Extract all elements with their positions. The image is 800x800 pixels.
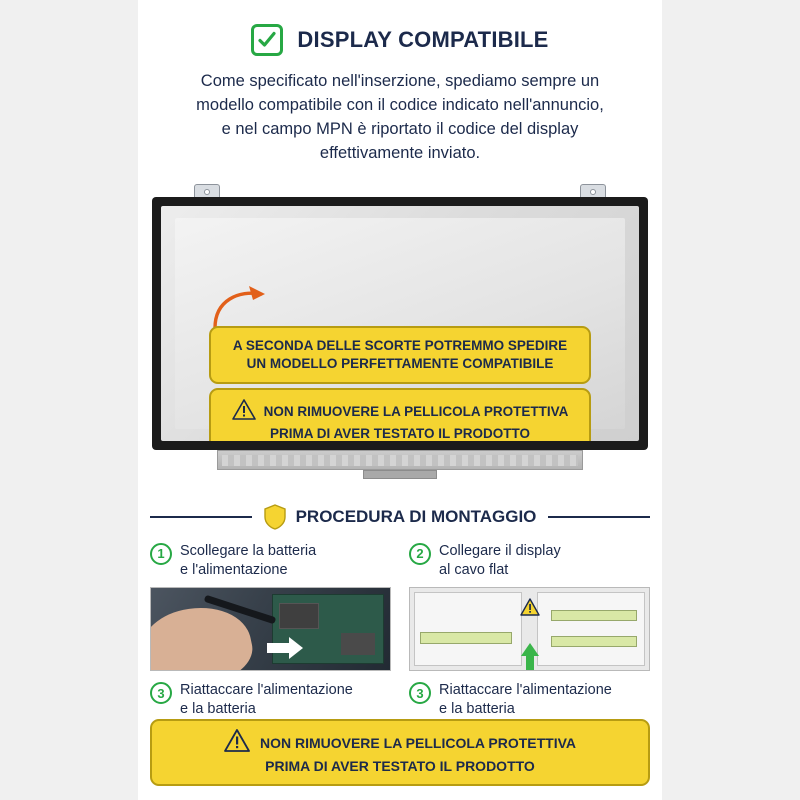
film-warning-banner: [209, 388, 591, 441]
step-text-line-1: Collegare il display: [439, 542, 561, 559]
step-number: 3: [409, 682, 431, 704]
procedure-steps-top: [150, 542, 650, 672]
film-warning-line-2: PRIMA DI AVER TESTATO IL PRODOTTO: [269, 425, 530, 441]
step-text-line-2: e l'alimentazione: [180, 561, 288, 578]
step-3-right: [409, 681, 650, 719]
procedure-title: PROCEDURA DI MONTAGGIO: [295, 506, 537, 526]
flat-ribbon-1: [420, 632, 512, 644]
intro-line-2: modello compatibile con il codice indicato nell'annuncio,: [196, 95, 604, 114]
bezel-strip: [222, 455, 578, 466]
step-text-line-2: e la batteria: [180, 701, 256, 718]
step-number: 2: [409, 543, 431, 565]
display-panel-frame: [152, 197, 648, 450]
film-warning-line-1: NON RIMUOVERE LA PELLICOLA PROTETTIVA: [263, 403, 569, 419]
shield-icon: [264, 504, 286, 530]
step-text-line-1: Riattaccare l'alimentazione: [439, 682, 612, 699]
flat-ribbon-2: [551, 610, 637, 621]
mounting-tab-left: [194, 184, 220, 198]
laptop-internals-photo: [150, 587, 391, 671]
step-text-line-2: al cavo flat: [439, 561, 509, 578]
stock-notice-banner: [209, 326, 591, 384]
intro-text: [156, 70, 644, 166]
intro-line-4: effettivamente inviato.: [319, 143, 481, 162]
flat-ribbon-3: [551, 636, 637, 647]
footer-warning-banner: [150, 719, 650, 786]
footer-warning-line-2: PRIMA DI AVER TESTATO IL PRODOTTO: [265, 758, 535, 775]
warning-triangle-icon: [224, 729, 250, 757]
procedure-header: [150, 504, 650, 530]
step-text: [180, 681, 353, 719]
step-text: [439, 681, 612, 719]
display-connector: [363, 470, 437, 479]
display-bottom-bezel: [217, 450, 583, 470]
flat-cable-photo: [409, 587, 650, 671]
check-square-icon: [251, 24, 283, 56]
header: [138, 24, 662, 56]
connector-closeup-left: [414, 592, 522, 666]
step-text-line-1: Riattaccare l'alimentazione: [180, 682, 353, 699]
procedure-title-group: [264, 504, 537, 530]
step-text-line-1: Scollegare la batteria: [180, 542, 317, 559]
left-margin-band: [0, 0, 138, 800]
step-1: [150, 542, 391, 672]
stock-notice-line-1: A SECONDA DELLE SCORTE POTREMMO SPEDIRE: [232, 337, 568, 353]
step-text: [439, 542, 561, 580]
stock-notice-line-2: UN MODELLO PERFETTAMENTE COMPATIBILE: [246, 355, 554, 371]
divider-left: [150, 516, 252, 518]
step-number: 1: [150, 543, 172, 565]
procedure-steps-bottom: [150, 681, 650, 719]
step-number: 3: [150, 682, 172, 704]
intro-line-1: Come specificato nell'inserzione, spediamo sempre un: [200, 72, 600, 90]
warning-triangle-icon: [232, 399, 256, 425]
step-text: [180, 542, 316, 580]
footer-warning-line-1: NON RIMUOVERE LA PELLICOLA PROTETTIVA: [259, 734, 577, 751]
content-column: [138, 0, 662, 800]
step-text-line-2: e la batteria: [439, 701, 515, 718]
step-2: [409, 542, 650, 672]
step-3-left: [150, 681, 391, 719]
warning-triangle-icon: [520, 598, 540, 621]
connector-closeup-right: [537, 592, 645, 666]
intro-line-3: e nel campo MPN è riportato il codice del display: [221, 119, 579, 138]
divider-right: [548, 516, 650, 518]
page-title: DISPLAY COMPATIBILE: [297, 27, 549, 52]
right-margin-band: [662, 0, 800, 800]
display-illustration: [152, 184, 648, 484]
display-screen-surface: [161, 206, 639, 441]
mounting-tab-right: [580, 184, 606, 198]
